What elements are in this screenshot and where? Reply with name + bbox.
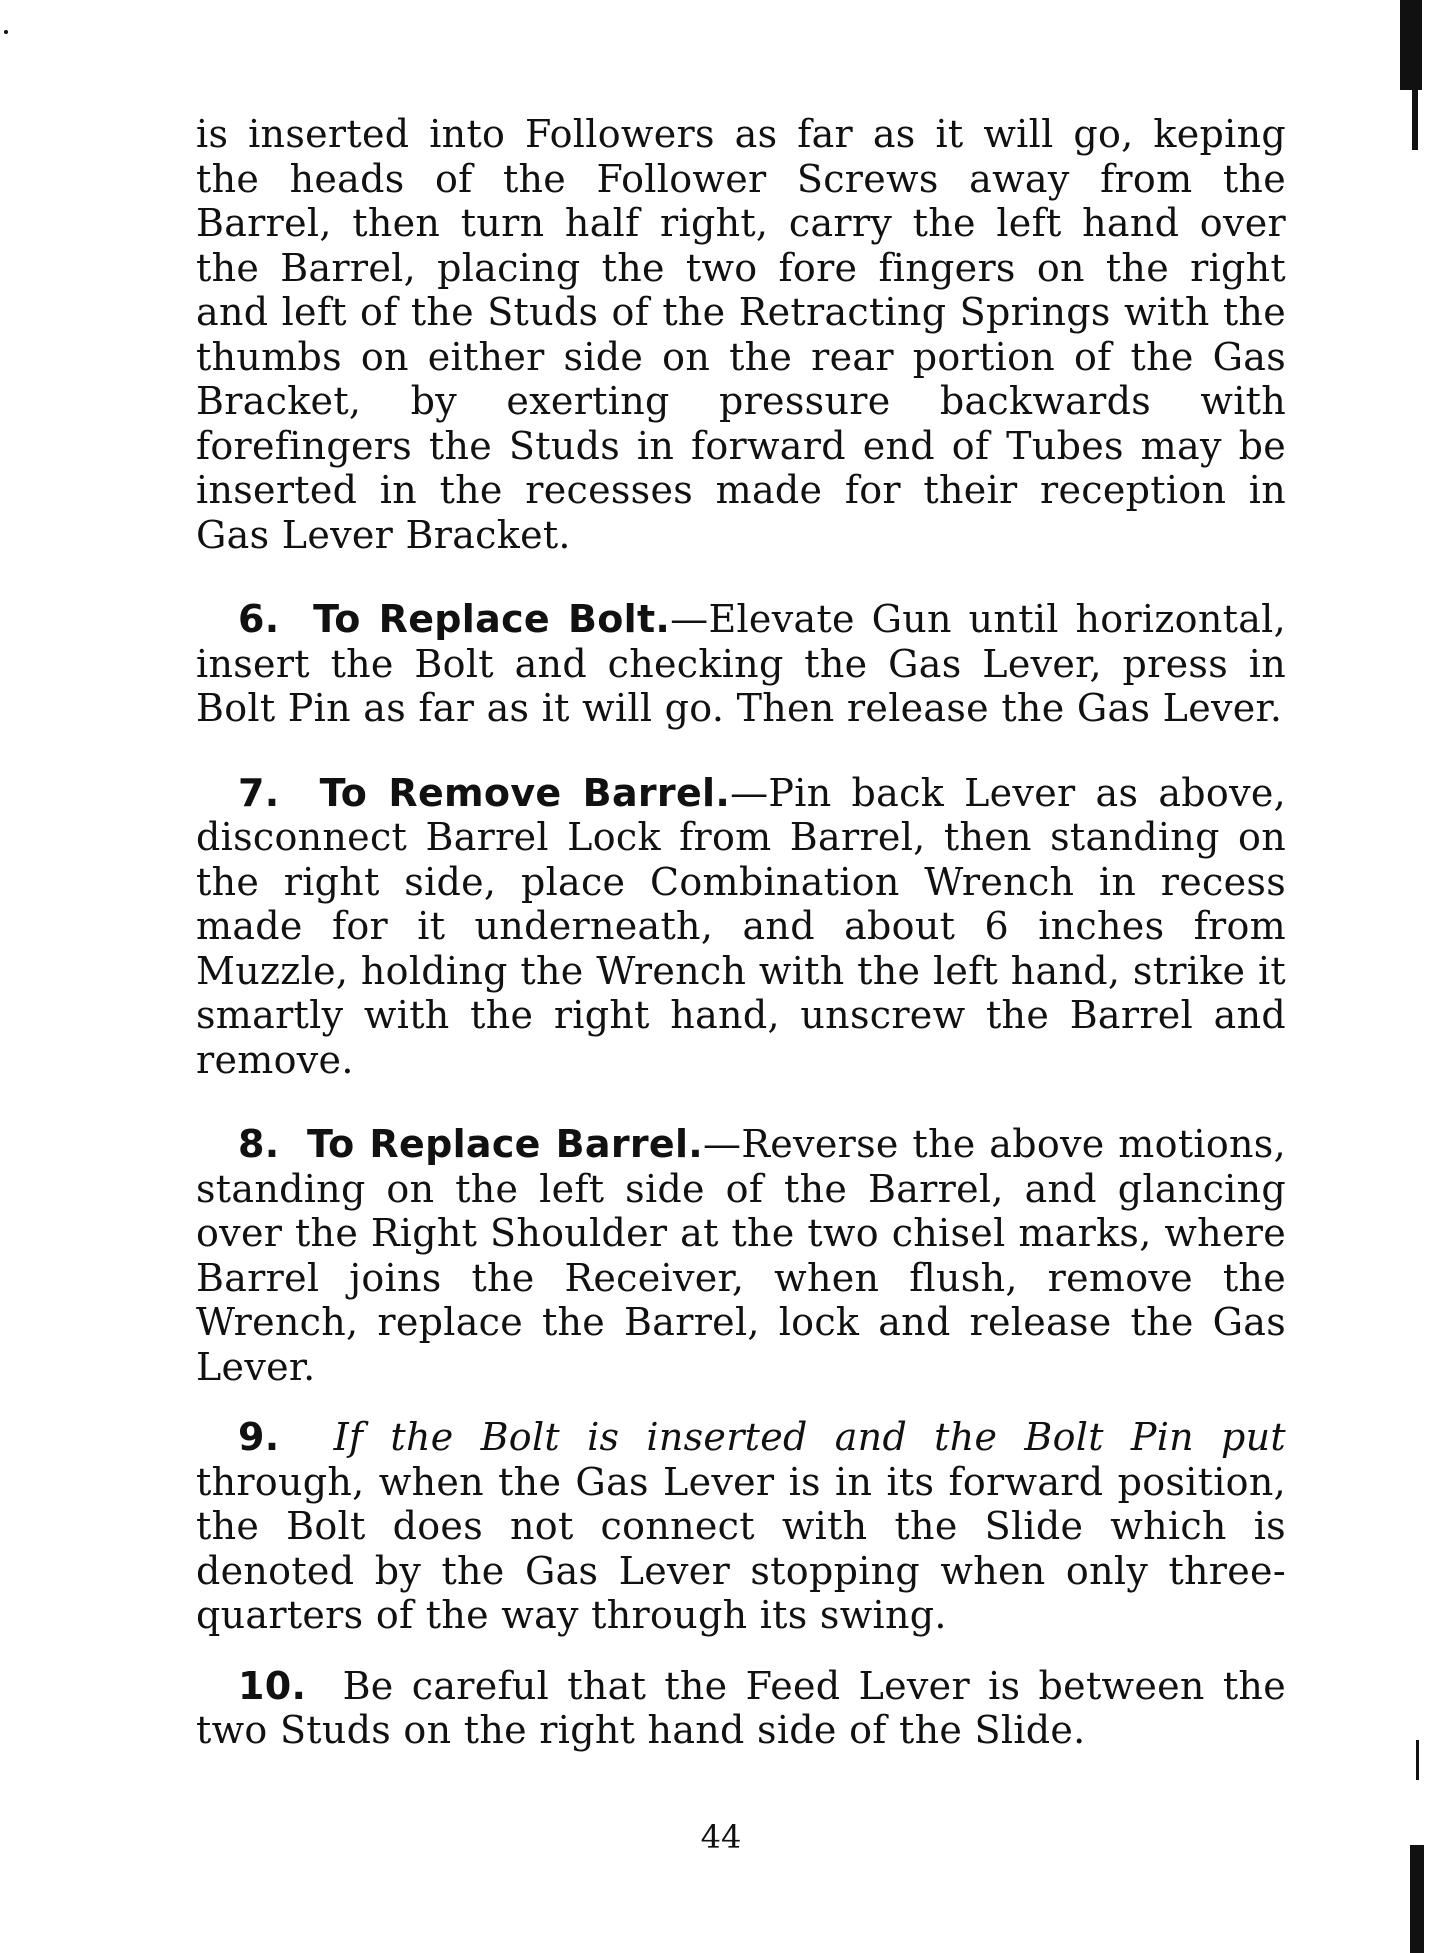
paragraph-italic-text: If the Bolt is inserted and the Bolt Pin put <box>333 1415 1286 1459</box>
paragraph-number: 6. <box>238 597 280 641</box>
paragraph-heading: To Replace Barrel. <box>306 1122 704 1166</box>
paragraph-text: —Elevate Gun until horizontal, insert the Bolt and checking the Gas Lever, press in Bolt Pin as far as it will go. Then release the Gas Lever. <box>196 597 1286 730</box>
scan-edge-mark <box>1410 1845 1424 1953</box>
scan-edge-mark <box>4 30 8 34</box>
paragraph-text: —Pin back Lever as above, disconnect Barrel Lock from Barrel, then standing on the right side, place Combination Wrench in recess made for it underneath, and about 6 inches from Muzzle, holding the Wrench with the left hand, strike it smartly with the right hand, unscrew the Barrel and remove. <box>196 770 1287 1082</box>
paragraph-9 <box>196 1415 1286 1638</box>
paragraph-6 <box>196 597 1286 731</box>
paragraph-8 <box>196 1122 1286 1389</box>
paragraph-10 <box>196 1664 1286 1753</box>
paragraph-continuation <box>196 112 1286 557</box>
paragraph-number: 8. <box>238 1122 280 1166</box>
paragraph-number: 7. <box>238 770 280 815</box>
paragraph-heading: To Replace Bolt. <box>313 597 671 641</box>
scan-edge-mark <box>1416 1740 1419 1780</box>
paragraph-number: 9. <box>238 1415 280 1459</box>
scan-edge-mark <box>1412 90 1418 150</box>
paragraph-text: Be careful that the Feed Lever is between the two Studs on the right hand side of the Slide. <box>196 1663 1286 1752</box>
paragraph-text: is inserted into Followers as far as it will go, keping the heads of the Follower Screws away from the Barrel, then turn half right, carry the left hand over the Barrel, placing the two fore fingers on the right and left of the Studs of the Retracting Springs with the thumbs on either side on the rear portion of the Gas Bracket, by exerting pressure backwards with forefingers the Studs in forward end of Tubes may be inserted in the recesses made for their reception in Gas Lever Bracket. <box>196 112 1286 557</box>
paragraph-7 <box>196 771 1286 1083</box>
paragraph-heading: To Remove Barrel. <box>319 770 731 815</box>
paragraph-text: through, when the Gas Lever is in its forward position, the Bolt does not connect with the Slide which is denoted by the Gas Lever stopping when only three-quarters of the way through its swing. <box>196 1459 1286 1637</box>
page-number: 44 <box>700 1818 742 1856</box>
paragraph-number: 10. <box>238 1663 307 1708</box>
body-text <box>196 112 1286 1793</box>
scan-edge-mark <box>1400 0 1422 90</box>
paragraph-text: —Reverse the above motions, standing on the left side of the Barrel, and glancing over the Right Shoulder at the two chisel marks, where Barrel joins the Receiver, when flush, remove the Wrench, replace the Barrel, lock and release the Gas Lever. <box>196 1122 1286 1389</box>
